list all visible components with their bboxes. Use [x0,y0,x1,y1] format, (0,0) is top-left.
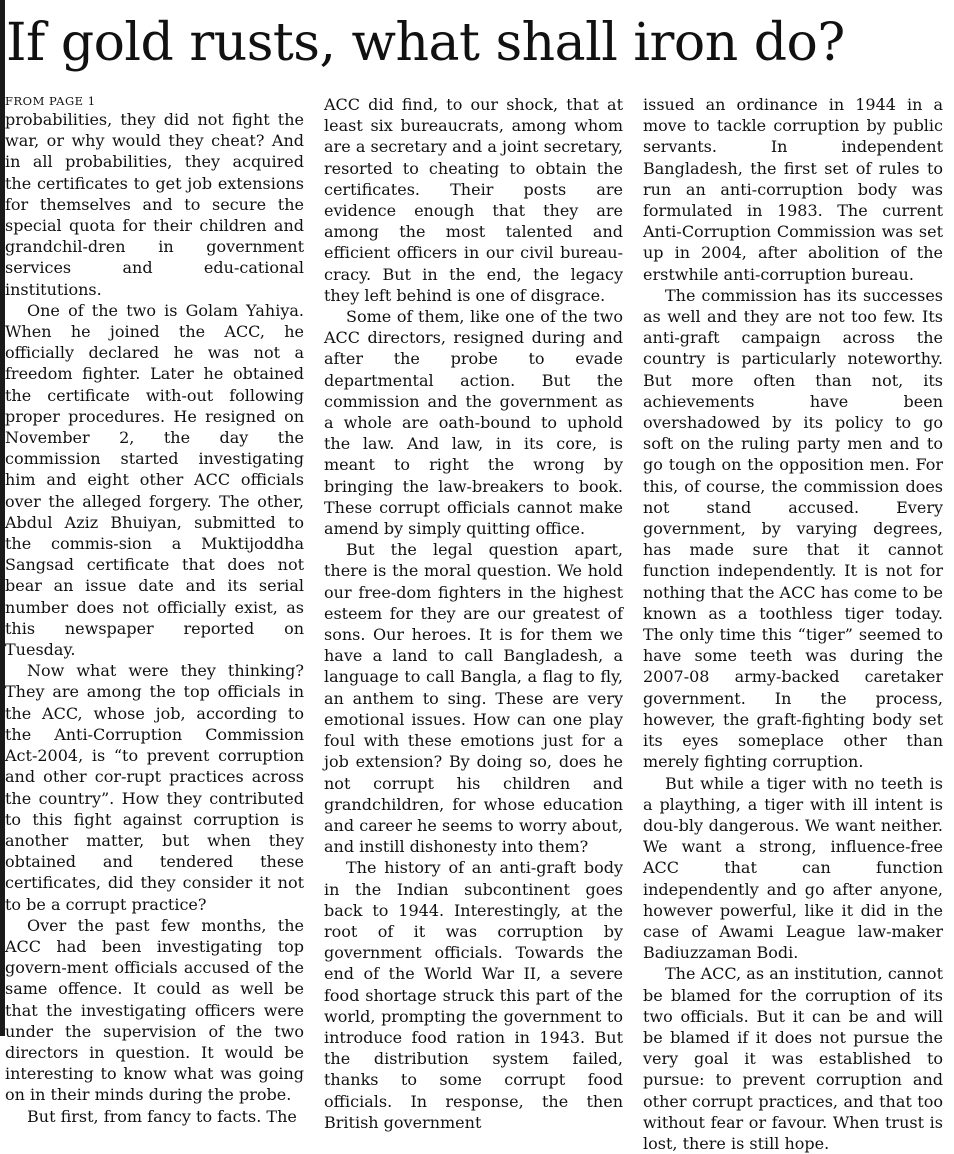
headline: If gold rusts, what shall iron do? [6,13,845,73]
paragraph: probabilities, they did not fight the war, or why would they cheat? And in all probabilities, they acquired the certificates to get job extensions for themselves and to secure the special quota for their children and grandchil-dren in government services and edu-cational institutions. [5,110,304,299]
article-column-3 [643,94,943,1153]
paragraph: But while a tiger with no teeth is a plaything, a tiger with ill intent is dou-bly dangerous. We want neither. We want a strong, influence-free ACC that can function independently and go after anyone, however powerful, like it did in the case of Awami League law-maker Badiuzzaman Bodi. [643,773,943,963]
paragraph: Over the past few months, the ACC had been investigating top govern-ment officials accused of the same offence. It could as well be that the investigating officers were under the supervision of the two directors in question. It would be interesting to know what was going on in their minds during the probe. [5,915,304,1105]
paragraph: ACC did find, to our shock, that at least six bureaucrats, among whom are a secretary and a joint secretary, resorted to cheating to obtain the certificates. Their posts are evidence enough that they are among the most talented and efficient officers in our civil bureau-cracy. But in the end, the legacy they left behind is one of disgrace. [324,95,623,305]
paragraph: One of the two is Golam Yahiya. When he joined the ACC, he officially declared he was not a freedom fighter. Later he obtained the certificate with-out following proper procedures. He resigned on November 2, the day the commission started investigating him and eight other ACC officials over the alleged forgery. The other, Abdul Aziz Bhuiyan, submitted to the commis-sion a Muktijoddha Sangsad certificate that does not bear an issue date and its serial number does not officially exist, as this newspaper reported on Tuesday. [5,300,304,660]
paragraph: But the legal question apart, there is the moral question. We hold our free-dom fighters in the highest esteem for they are our greatest of sons. Our heroes. It is for them we have a land to call Bangladesh, a language to call Bangla, a flag to fly, an anthem to sing. These are very emotional issues. How can one play foul with these emotions just for a job extension? By doing so, does he not corrupt his children and grandchildren, for whose education and career he seems to worry about, and instill dishonesty into them? [324,540,623,857]
paragraph: issued an ordinance in 1944 in a move to tackle corruption by public servants. In independent Bangladesh, the first set of rules to run an anti-corruption body was formulated in 1983. The current Anti-Corruption Commission was set up in 2004, after abolition of the erstwhile anti-corruption bureau. [643,95,943,284]
article-column-2 [324,94,623,1132]
paragraph: Some of them, like one of the two ACC directors, resigned during and after the probe to evade departmental action. But the commission and the government as a whole are oath-bound to uphold the law. And law, in its core, is meant to right the wrong by bringing the law-breakers to book. These corrupt officials cannot make amend by simply quitting office. [324,307,623,539]
paragraph: The ACC, as an institution, cannot be blamed for the corruption of its two officials. But it can be and will be blamed if it does not pursue the very goal it was established to pursue: to prevent corruption and other corrupt practices, and that too without fear or favour. When trust is lost, there is still hope. [643,964,943,1153]
continuation-kicker: FROM PAGE 1 [5,94,96,108]
article-column-1 [5,94,304,1126]
paragraph: The history of an anti-graft body in the Indian subcontinent goes back to 1944. Interestingly, at the root of it was corruption by government officials. Towards the end of the World War II, a severe food shortage struck this part of the world, prompting the government to introduce food ration in 1943. But the distribution system failed, thanks to some corrupt food officials. In response, the then British government [324,858,623,1132]
paragraph: The commission has its successes as well and they are not too few. Its anti-graft campaign across the country is particularly noteworthy. But more often than not, its achievements have been overshadowed by its policy to go soft on the ruling party men and to go tough on the opposition men. For this, of course, the commission does not stand accused. Every government, by varying degrees, has made sure that it cannot function independently. It is not for nothing that the ACC has come to be known as a toothless tiger today. The only time this “tiger” seemed to have some teeth was during the 2007-08 army-backed caretaker government. In the process, however, the graft-fighting body set its eyes someplace other than merely fighting corruption. [643,285,943,772]
paragraph: But first, from fancy to facts. The [27,1106,297,1126]
paragraph: Now what were they thinking? They are among the top officials in the ACC, whose job, according to the Anti-Corruption Commission Act-2004, is “to prevent corruption and other cor-rupt practices across the country”. How they contributed to this fight against corruption is another matter, but when they obtained and tendered these certificates, did they consider it not to be a corrupt practice? [5,661,304,914]
